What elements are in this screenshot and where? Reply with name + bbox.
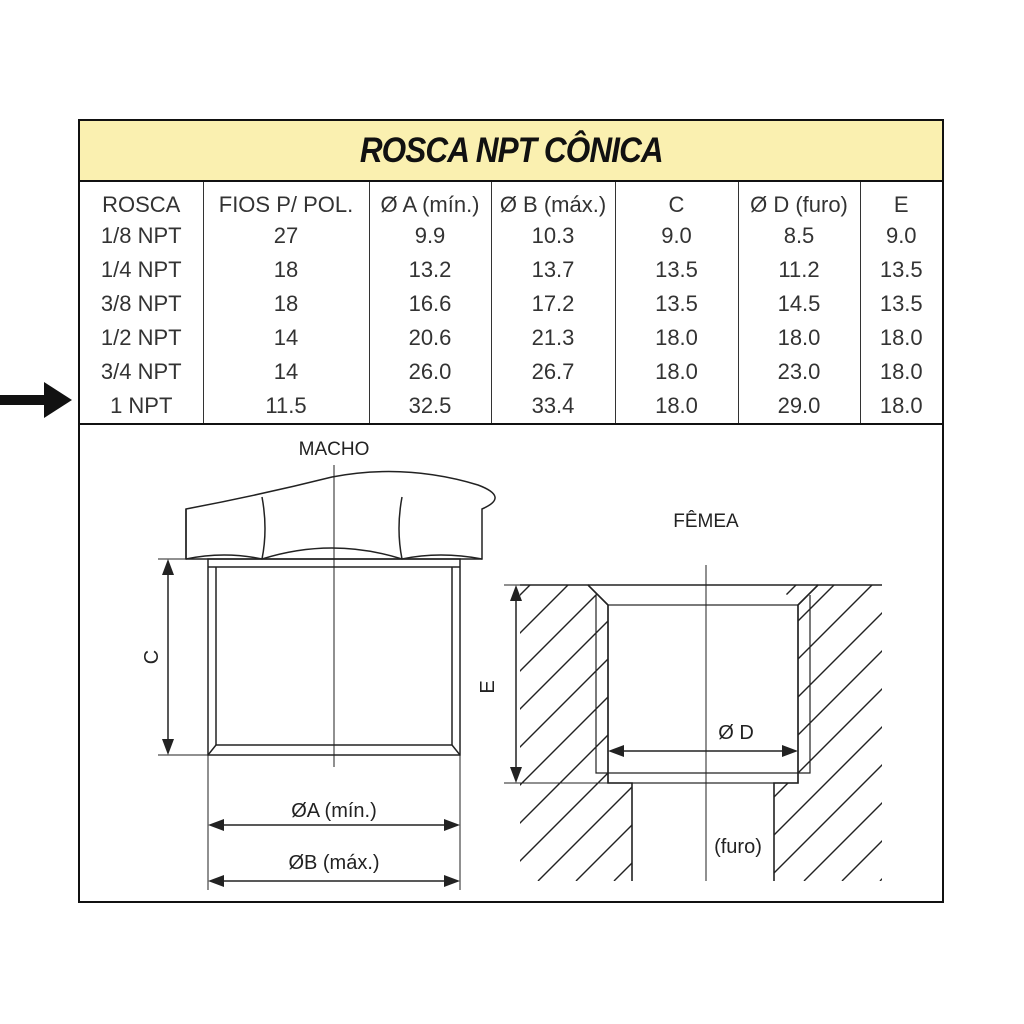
table-cell: 9.9 bbox=[369, 220, 491, 254]
table-cell: 8.5 bbox=[738, 220, 860, 254]
technical-drawing bbox=[80, 425, 942, 901]
table-cell: 13.5 bbox=[615, 288, 738, 322]
table-cell: 29.0 bbox=[738, 390, 860, 424]
table-cell: 18 bbox=[203, 254, 369, 288]
arrow-right-icon bbox=[0, 380, 72, 420]
table-row bbox=[80, 322, 942, 356]
table-cell: 3/4 NPT bbox=[100, 359, 182, 384]
table-cell: 33.4 bbox=[491, 390, 615, 424]
col-header-a: Ø A (mín.) bbox=[369, 182, 491, 220]
table-cell: 18.0 bbox=[615, 390, 738, 424]
npt-table bbox=[80, 182, 942, 424]
table-cell: 26.0 bbox=[369, 356, 491, 390]
table-cell: 18.0 bbox=[860, 322, 942, 356]
table-cell: 18.0 bbox=[615, 322, 738, 356]
table-cell: 13.5 bbox=[860, 254, 942, 288]
npt-spec-card bbox=[78, 119, 944, 903]
table-cell: 20.6 bbox=[369, 322, 491, 356]
dim-a-label: ØA (mín.) bbox=[291, 800, 377, 822]
col-header-b: Ø B (máx.) bbox=[491, 182, 615, 220]
table-cell: 18.0 bbox=[615, 356, 738, 390]
table-cell: 18.0 bbox=[860, 356, 942, 390]
table-cell: 13.5 bbox=[860, 288, 942, 322]
table-cell: 21.3 bbox=[491, 322, 615, 356]
table-cell: 18 bbox=[203, 288, 369, 322]
table-cell: 14 bbox=[203, 356, 369, 390]
dim-e-label: E bbox=[477, 680, 499, 694]
table-header-row bbox=[80, 182, 942, 220]
dim-d-label: Ø D bbox=[718, 722, 754, 744]
table-row bbox=[80, 254, 942, 288]
table-cell: 14.5 bbox=[738, 288, 860, 322]
table-cell: 1/2 NPT bbox=[100, 325, 182, 350]
female-label: FÊMEA bbox=[673, 511, 739, 532]
dim-c-label: C bbox=[141, 649, 163, 665]
table-cell: 1/8 NPT bbox=[100, 223, 182, 248]
table-cell: 11.2 bbox=[738, 254, 860, 288]
table-cell: 18.0 bbox=[738, 322, 860, 356]
male-part bbox=[158, 465, 495, 890]
title-bar bbox=[80, 121, 942, 182]
table-cell: 17.2 bbox=[491, 288, 615, 322]
furo-label: (furo) bbox=[714, 836, 762, 858]
table-row bbox=[80, 390, 942, 424]
table-cell: 13.7 bbox=[491, 254, 615, 288]
col-header-fios: FIOS P/ POL. bbox=[203, 182, 369, 220]
table-row bbox=[80, 288, 942, 322]
table-row bbox=[80, 356, 942, 390]
table-cell: 1 NPT bbox=[110, 393, 173, 418]
table-cell: 27 bbox=[203, 220, 369, 254]
page-title: ROSCA NPT CÔNICA bbox=[359, 130, 663, 170]
table-cell: 16.6 bbox=[369, 288, 491, 322]
table-cell: 3/8 NPT bbox=[100, 291, 182, 316]
dim-b-label: ØB (máx.) bbox=[288, 852, 380, 874]
col-header-d: Ø D (furo) bbox=[738, 182, 860, 220]
table-cell: 14 bbox=[203, 322, 369, 356]
table-cell: 32.5 bbox=[369, 390, 491, 424]
table-cell: 13.2 bbox=[369, 254, 491, 288]
table-cell: 9.0 bbox=[615, 220, 738, 254]
table-cell: 13.5 bbox=[615, 254, 738, 288]
table-cell: 23.0 bbox=[738, 356, 860, 390]
table-row bbox=[80, 220, 942, 254]
table-cell: 10.3 bbox=[491, 220, 615, 254]
table-cell: 11.5 bbox=[203, 390, 369, 424]
table-cell: 9.0 bbox=[860, 220, 942, 254]
female-part bbox=[120, 565, 942, 881]
table-cell: 18.0 bbox=[860, 390, 942, 424]
col-header-e: E bbox=[860, 182, 942, 220]
col-header-c: C bbox=[615, 182, 738, 220]
table-cell: 26.7 bbox=[491, 356, 615, 390]
col-header-rosca: ROSCA bbox=[102, 192, 181, 217]
male-label: MACHO bbox=[298, 439, 370, 460]
table-cell: 1/4 NPT bbox=[100, 257, 182, 282]
